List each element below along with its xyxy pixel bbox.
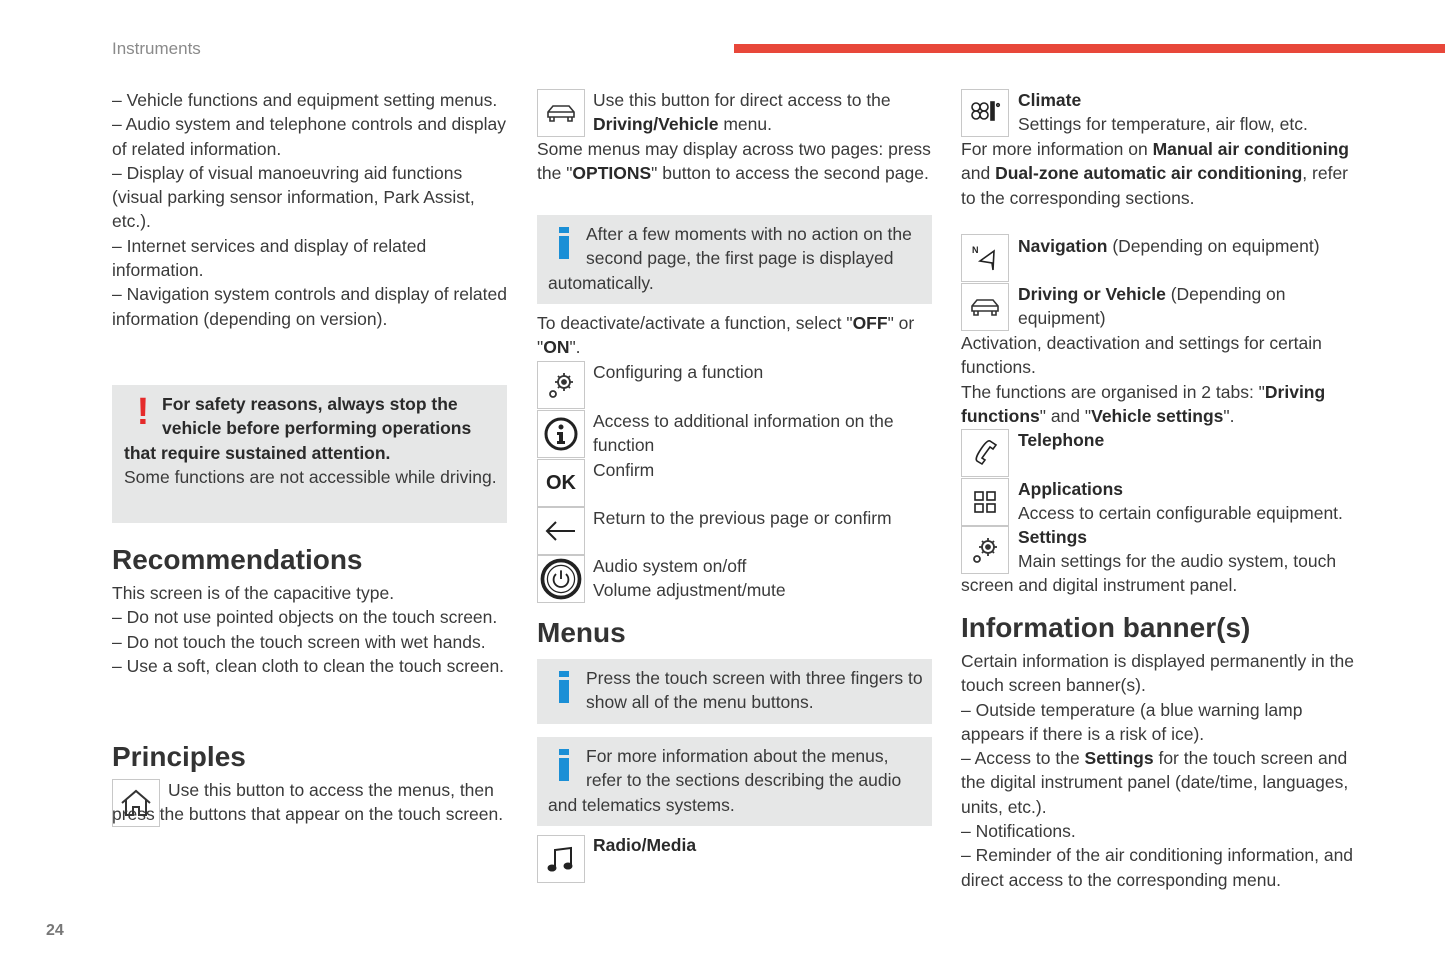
list-item (961, 649, 1361, 698)
list-item (112, 581, 517, 605)
text-run: – Do not touch the touch screen with wet hands. (112, 631, 486, 652)
bold-text-run: Navigation (1018, 236, 1108, 256)
navigation-text (1018, 234, 1413, 258)
vehicle-button-text (593, 88, 953, 137)
text-run: Some functions are not accessible while driving. (124, 466, 497, 487)
audio-onoff-text: Audio system on/off (593, 556, 747, 576)
telephone-icon (961, 429, 1009, 477)
arrow-left-icon (537, 507, 585, 555)
text-run: Activation, deactivation and settings for certain functions. (961, 333, 1322, 378)
text-run: Certain information is displayed permanently in the touch screen banner(s). (961, 651, 1354, 696)
bold-text-run: ON (543, 337, 570, 358)
info-box (537, 659, 932, 724)
car-icon (961, 283, 1009, 331)
list-item (961, 698, 1361, 747)
text-run: After a few moments with no action on the second page, the first page is displayed automatically. (548, 224, 912, 293)
info-box (537, 737, 932, 826)
navigation-icon (961, 234, 1009, 282)
text-run: Some menus may display across two pages: press the " (537, 139, 931, 184)
list-item (112, 654, 517, 678)
text-run: " and " (1039, 406, 1092, 427)
text-run: – Use a soft, clean cloth to clean the touch screen. (112, 655, 505, 676)
car-icon (537, 89, 585, 137)
svg-text:N: N (972, 245, 979, 255)
text-run: – Notifications. (961, 821, 1076, 842)
radio-media-label: Radio/Media (593, 835, 697, 855)
text-run: for the touch screen and the digital instrument panel (date/time, languages, units, etc.). (961, 748, 1349, 817)
volume-text: Volume adjustment/mute (593, 580, 786, 600)
driving-desc (961, 331, 1361, 380)
text-run: and (961, 163, 996, 184)
info-icon (548, 666, 586, 712)
text-run: – Outside temperature (a blue warning lamp appears if there is a risk of ice). (961, 699, 1303, 744)
power-icon (537, 555, 585, 603)
intro-list (112, 88, 512, 331)
driving-tabs (961, 380, 1371, 429)
information-banner-heading: Information banner(s) (961, 612, 1251, 643)
menus-heading: Menus (537, 617, 626, 648)
text-run: – Internet services and display of related information. (112, 235, 427, 281)
gear-config-icon (537, 361, 585, 409)
text-run: – Display of visual manoeuvring aid functions (visual parking sensor information, Park Assist, etc.). (112, 162, 475, 232)
climate-desc: Settings for temperature, air flow, etc. (1018, 114, 1308, 134)
list-item (112, 282, 512, 331)
list-item (961, 746, 1361, 819)
ok-icon: OK (537, 459, 585, 507)
text-run: – Navigation system controls and display of related information (depending on version). (112, 284, 507, 329)
settings-desc: Main settings for the audio system, touch screen and digital instrument panel. (961, 551, 1337, 596)
warning-text (124, 392, 499, 465)
text-run: (Depending on equipment) (1018, 284, 1286, 329)
text-run: ". (569, 337, 581, 358)
music-note-icon (537, 835, 585, 883)
principles-heading: Principles (112, 741, 246, 772)
section-header: Instruments (112, 39, 201, 58)
text-run: – Do not use pointed objects on the touch screen. (112, 607, 498, 628)
confirm-text: Confirm (593, 460, 655, 480)
list-item (112, 88, 512, 112)
list-item (112, 234, 512, 283)
text-run: , refer to the corresponding sections. (961, 163, 1349, 208)
list-item (112, 161, 512, 234)
climate-label: Climate (1018, 90, 1082, 110)
info-icon (548, 222, 586, 268)
banner-list (961, 649, 1361, 892)
text-run: – Vehicle functions and equipment setting menus. (112, 90, 498, 110)
info-circle-icon (537, 410, 585, 458)
list-item (112, 605, 517, 629)
text-run: ". (1223, 406, 1235, 427)
text-run: Press the touch screen with three fingers to show all of the menu buttons. (586, 668, 923, 713)
deactivate-text (537, 311, 942, 360)
text-run: – Reminder of the air conditioning information, and direct access to the corresponding menu. (961, 845, 1354, 890)
list-item (112, 112, 512, 161)
bold-text-run: Vehicle settings (1091, 406, 1224, 427)
bold-text-run: Driving or Vehicle (1018, 284, 1166, 304)
warning-note (124, 465, 499, 489)
applications-desc: Access to certain configurable equipment. (1018, 503, 1343, 523)
bold-text-run: OFF (852, 313, 888, 333)
info-box (537, 215, 932, 304)
page-number: 24 (46, 922, 64, 939)
text-run: To deactivate/activate a function, select " (537, 313, 853, 333)
info-text (548, 666, 924, 715)
bold-text-run: Driving/Vehicle (593, 114, 719, 135)
bold-text-run: For safety reasons, always stop the vehicle before performing operations that require sustained attention. (124, 394, 472, 463)
climate-more-text (961, 137, 1356, 210)
exclamation-icon: ! (136, 391, 150, 433)
list-item (961, 819, 1361, 843)
driving-text (1018, 282, 1373, 331)
text-run: Use this button to access the menus, then press the buttons that appear on the touch screen. (112, 780, 504, 825)
warning-box (112, 385, 507, 523)
text-run: (Depending on equipment) (1107, 236, 1320, 256)
configure-text: Configuring a function (593, 362, 764, 382)
climate-icon (961, 89, 1009, 137)
bold-text-run: Manual air conditioning (1152, 139, 1349, 159)
text-run: This screen is of the capacitive type. (112, 583, 395, 603)
principles-text (112, 778, 517, 827)
applications-label: Applications (1018, 479, 1124, 499)
info-text (548, 744, 924, 817)
recommendations-heading: Recommendations (112, 544, 363, 575)
info-text (548, 222, 924, 295)
return-text: Return to the previous page or confirm (593, 508, 892, 528)
settings-label: Settings (1018, 527, 1088, 547)
info-icon (548, 744, 586, 790)
two-pages-text (537, 137, 942, 186)
list-item (112, 630, 517, 654)
text-run: For more information on (961, 139, 1153, 159)
telephone-label: Telephone (1018, 430, 1105, 450)
recommendations-list (112, 581, 517, 678)
bold-text-run: Driving functions (961, 382, 1326, 427)
text-run: menu. (718, 114, 772, 135)
bold-text-run: Dual-zone automatic air conditioning (995, 163, 1303, 184)
header-accent-bar (734, 44, 1445, 53)
bold-text-run: OPTIONS (572, 163, 652, 184)
list-item (961, 843, 1361, 892)
bold-text-run: Settings (1084, 748, 1154, 769)
text-run: For more information about the menus, refer to the sections describing the audio and telematics systems. (548, 746, 902, 815)
text-run: – Access to the (961, 748, 1085, 769)
info-text: Access to additional information on the function (593, 411, 894, 456)
text-run: The functions are organised in 2 tabs: " (961, 382, 1265, 402)
text-run: Use this button for direct access to the (593, 90, 891, 110)
text-run: – Audio system and telephone controls and display of related information. (112, 114, 507, 159)
text-run: " button to access the second page. (651, 163, 929, 184)
apps-grid-icon (961, 478, 1009, 526)
text-run: " or " (537, 313, 915, 358)
